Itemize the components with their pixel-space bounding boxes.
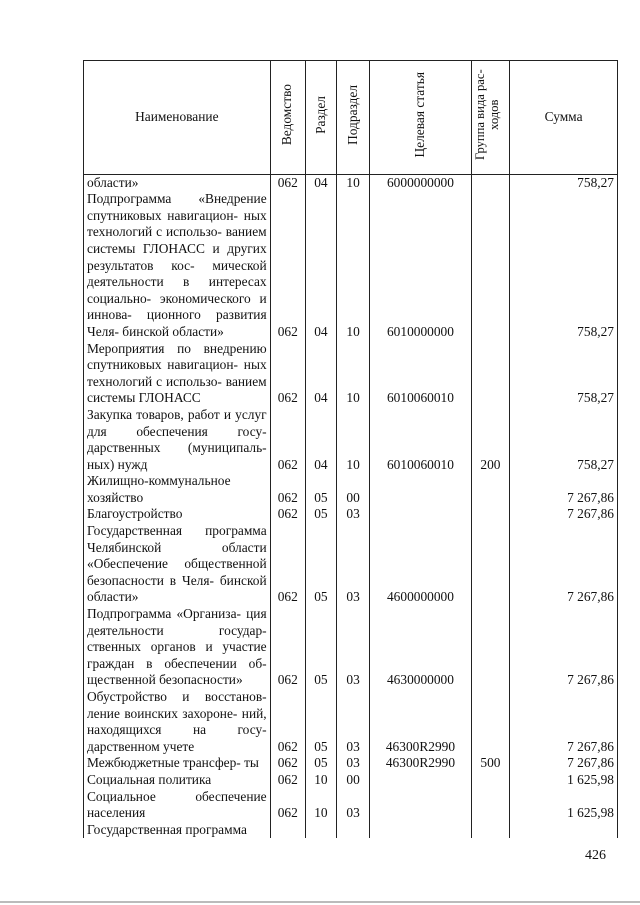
cell-celevaya-statya: 4600000000 <box>370 523 472 606</box>
cell-summa: 7 267,86 <box>510 689 618 755</box>
page-number: 426 <box>585 848 606 863</box>
cell-podrazdel: 10 <box>336 341 369 407</box>
cell-celevaya-statya <box>370 473 472 506</box>
cell-name: Благоустройство <box>84 506 271 523</box>
cell-podrazdel: 10 <box>336 407 369 473</box>
table-row <box>84 822 618 839</box>
budget-table <box>83 60 618 838</box>
table-row <box>84 473 618 506</box>
cell-celevaya-statya: 6010060010 <box>370 341 472 407</box>
cell-vedomstvo: 062 <box>270 606 305 689</box>
cell-celevaya-statya <box>370 506 472 523</box>
cell-name: Государственная программа <box>84 822 271 839</box>
header-celevaya-statya: Целевая статья <box>370 61 472 175</box>
cell-vedomstvo: 062 <box>270 506 305 523</box>
cell-gruppa <box>471 789 509 822</box>
cell-vedomstvo: 062 <box>270 341 305 407</box>
cell-name: Межбюджетные трансфер- ты <box>84 755 271 772</box>
cell-podrazdel: 03 <box>336 689 369 755</box>
cell-summa: 758,27 <box>510 407 618 473</box>
cell-podrazdel: 00 <box>336 772 369 789</box>
cell-vedomstvo <box>270 822 305 839</box>
cell-gruppa <box>471 689 509 755</box>
cell-podrazdel: 03 <box>336 789 369 822</box>
header-razdel: Раздел <box>305 61 336 175</box>
cell-name: Социальная политика <box>84 772 271 789</box>
header-vedomstvo: Ведомство <box>270 61 305 175</box>
cell-name: Закупка товаров, работ и услуг для обеспечения госу- дарственных (муниципаль- ных) нужд <box>84 407 271 473</box>
table-row <box>84 755 618 772</box>
cell-podrazdel: 03 <box>336 523 369 606</box>
cell-summa: 7 267,86 <box>510 506 618 523</box>
cell-gruppa <box>471 822 509 839</box>
cell-summa: 7 267,86 <box>510 473 618 506</box>
header-gruppa-vida-rashodov: Группа вида рас- ходов <box>471 61 509 175</box>
cell-summa: 1 625,98 <box>510 772 618 789</box>
cell-razdel: 10 <box>305 772 336 789</box>
cell-celevaya-statya: 6010000000 <box>370 191 472 340</box>
table-row <box>84 407 618 473</box>
cell-vedomstvo: 062 <box>270 755 305 772</box>
table-header-row <box>84 61 618 175</box>
cell-gruppa <box>471 473 509 506</box>
cell-vedomstvo: 062 <box>270 789 305 822</box>
cell-celevaya-statya: 46300R2990 <box>370 755 472 772</box>
table-row <box>84 772 618 789</box>
cell-summa: 1 625,98 <box>510 789 618 822</box>
cell-gruppa <box>471 606 509 689</box>
table-row <box>84 341 618 407</box>
cell-podrazdel: 10 <box>336 191 369 340</box>
table-row <box>84 523 618 606</box>
cell-razdel: 04 <box>305 191 336 340</box>
cell-vedomstvo: 062 <box>270 174 305 191</box>
cell-name: области» <box>84 174 271 191</box>
table-row <box>84 506 618 523</box>
cell-podrazdel: 00 <box>336 473 369 506</box>
cell-razdel: 05 <box>305 523 336 606</box>
cell-celevaya-statya: 4630000000 <box>370 606 472 689</box>
cell-razdel: 05 <box>305 473 336 506</box>
header-podrazdel: Подраздел <box>336 61 369 175</box>
cell-name: Жилищно-коммунальное хозяйство <box>84 473 271 506</box>
cell-vedomstvo: 062 <box>270 191 305 340</box>
header-summa: Сумма <box>510 61 618 175</box>
cell-podrazdel: 03 <box>336 606 369 689</box>
table-row <box>84 689 618 755</box>
cell-gruppa <box>471 506 509 523</box>
cell-summa: 758,27 <box>510 191 618 340</box>
cell-name: Подпрограмма «Внедрение спутниковых навигацион- ных технологий с использо- ванием системы ГЛОНАСС и других результатов кос- мической деятельности в интересах социально- экономического и иннова- ционного развития Челя- бинской области» <box>84 191 271 340</box>
cell-vedomstvo: 062 <box>270 689 305 755</box>
cell-name: Обустройство и восстанов- ление воинских захороне- ний, находящихся на госу- дарственном учете <box>84 689 271 755</box>
table-row <box>84 789 618 822</box>
cell-celevaya-statya: 6000000000 <box>370 174 472 191</box>
cell-gruppa <box>471 523 509 606</box>
cell-razdel: 05 <box>305 506 336 523</box>
cell-name: Социальное обеспечение населения <box>84 789 271 822</box>
cell-celevaya-statya <box>370 789 472 822</box>
cell-summa: 758,27 <box>510 174 618 191</box>
cell-summa: 758,27 <box>510 341 618 407</box>
cell-razdel: 05 <box>305 755 336 772</box>
cell-name: Подпрограмма «Организа- ция деятельности государ- ственных органов и участие граждан в обеспечении об- щественной безопасности» <box>84 606 271 689</box>
table-row <box>84 606 618 689</box>
header-name: Наименование <box>84 61 271 175</box>
table-row <box>84 174 618 191</box>
cell-name: Государственная программа Челябинской области «Обеспечение общественной безопасности в Челя- бинской области» <box>84 523 271 606</box>
cell-celevaya-statya <box>370 822 472 839</box>
cell-vedomstvo: 062 <box>270 772 305 789</box>
bottom-rule <box>0 901 640 903</box>
cell-celevaya-statya: 46300R2990 <box>370 689 472 755</box>
cell-gruppa <box>471 341 509 407</box>
table-row <box>84 191 618 340</box>
cell-razdel: 05 <box>305 606 336 689</box>
cell-vedomstvo: 062 <box>270 523 305 606</box>
cell-celevaya-statya <box>370 772 472 789</box>
cell-summa <box>510 822 618 839</box>
cell-razdel: 05 <box>305 689 336 755</box>
cell-podrazdel: 03 <box>336 506 369 523</box>
cell-podrazdel <box>336 822 369 839</box>
cell-gruppa: 200 <box>471 407 509 473</box>
cell-razdel: 04 <box>305 407 336 473</box>
cell-podrazdel: 03 <box>336 755 369 772</box>
cell-summa: 7 267,86 <box>510 755 618 772</box>
cell-vedomstvo: 062 <box>270 473 305 506</box>
cell-podrazdel: 10 <box>336 174 369 191</box>
cell-gruppa <box>471 174 509 191</box>
cell-vedomstvo: 062 <box>270 407 305 473</box>
cell-summa: 7 267,86 <box>510 606 618 689</box>
cell-gruppa <box>471 191 509 340</box>
cell-summa: 7 267,86 <box>510 523 618 606</box>
cell-razdel <box>305 822 336 839</box>
cell-gruppa <box>471 772 509 789</box>
cell-razdel: 04 <box>305 174 336 191</box>
cell-celevaya-statya: 6010060010 <box>370 407 472 473</box>
cell-razdel: 10 <box>305 789 336 822</box>
cell-gruppa: 500 <box>471 755 509 772</box>
cell-name: Мероприятия по внедрению спутниковых навигацион- ных технологий с использо- ванием системы ГЛОНАСС <box>84 341 271 407</box>
cell-razdel: 04 <box>305 341 336 407</box>
